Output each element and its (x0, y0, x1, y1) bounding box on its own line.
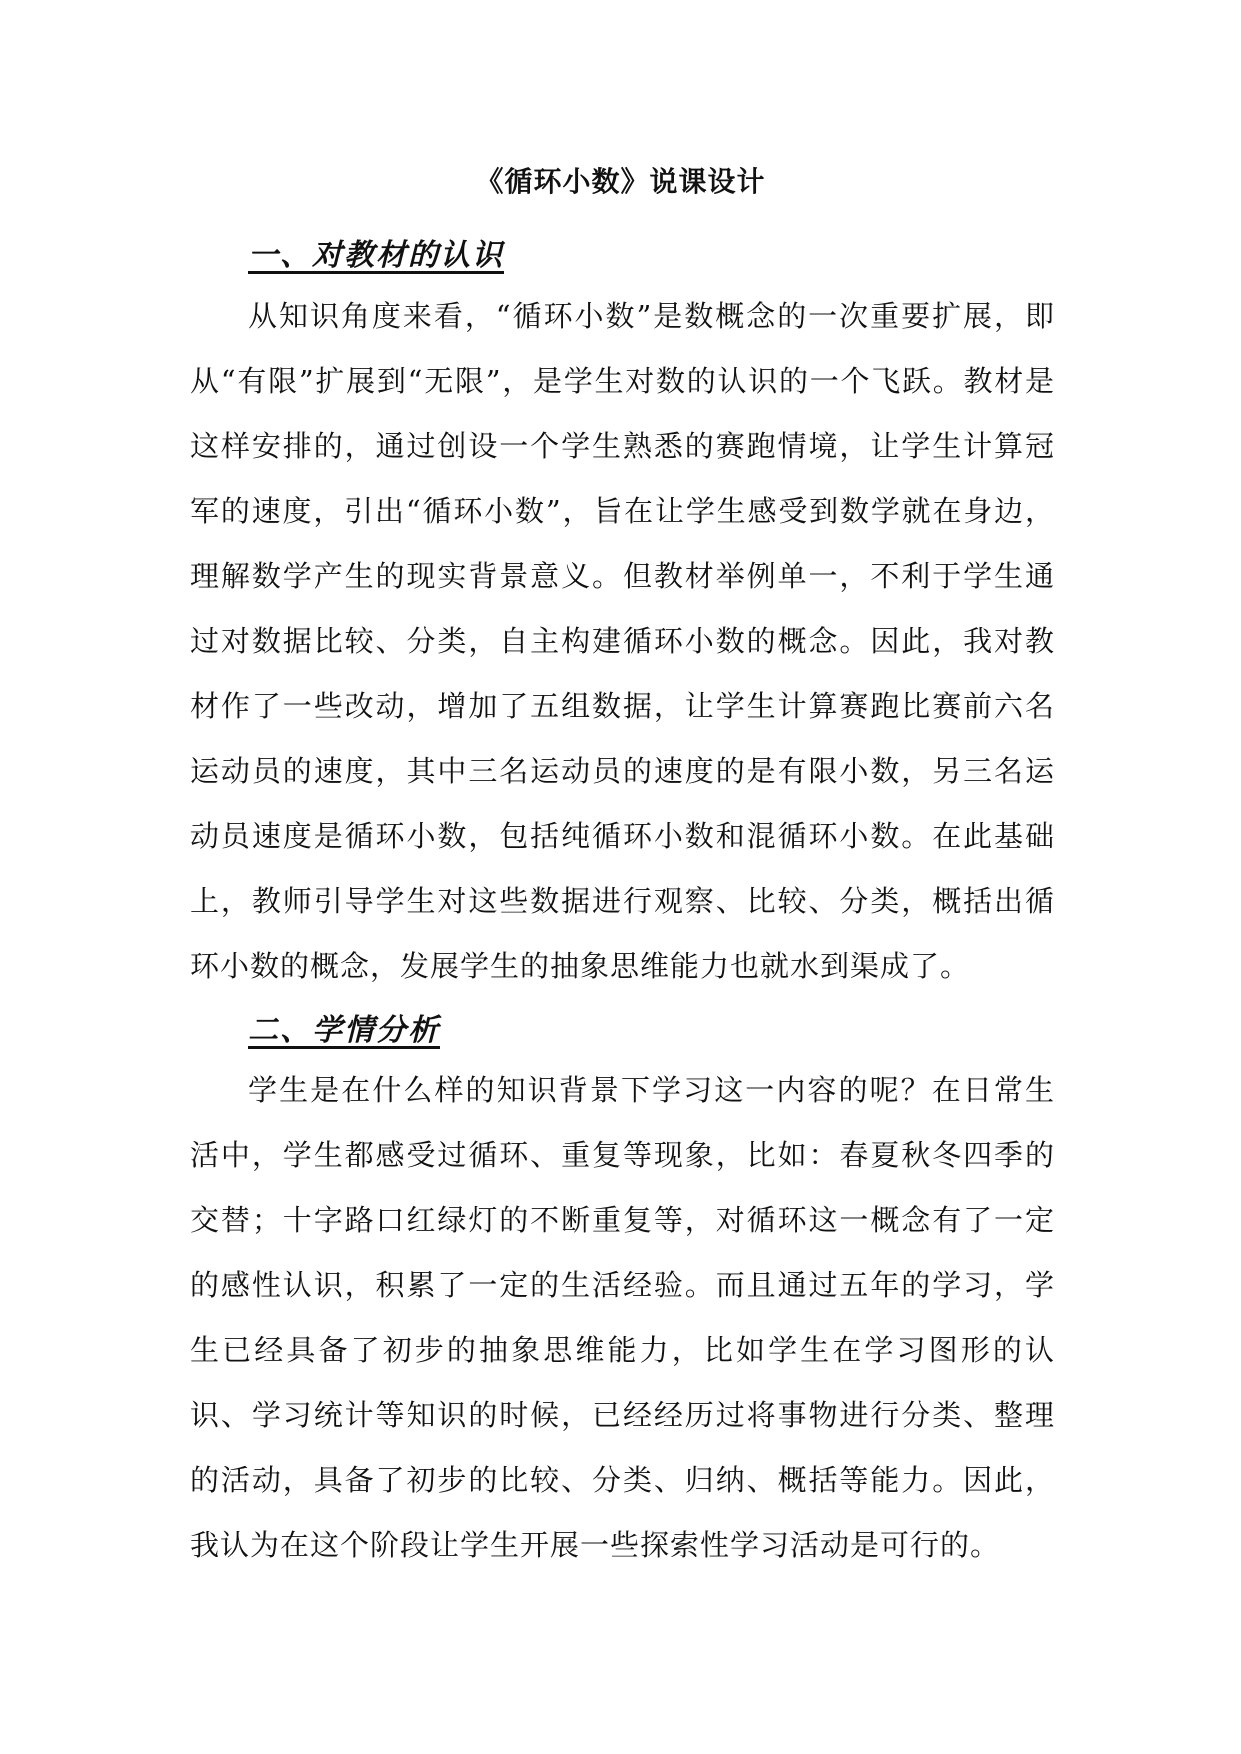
section-paragraph-textbook: 从知识角度来看，“循环小数”是数概念的一次重要扩展，即从“有限”扩展到“无限”，是学生对数的认识的一个飞跃。教材是这样安排的，通过创设一个学生熟悉的赛跑情境，让学生计算冠军的速度，引出“循环小数”，旨在让学生感受到数学就在身边，理解数学产生的现实背景意义。但教材举例单一，不利于学生通过对数据比较、分类，自主构建循环小数的概念。因此，我对教材作了一些改动，增加了五组数据，让学生计算赛跑比赛前六名运动员的速度，其中三名运动员的速度的是有限小数，另三名运动员速度是循环小数，包括纯循环小数和混循环小数。在此基础上，教师引导学生对这些数据进行观察、比较、分类，概括出循环小数的概念，发展学生的抽象思维能力也就水到渠成了。 (190, 299, 1055, 983)
section-heading-student-analysis: 二、学情分析 (248, 1013, 440, 1048)
section-heading-textbook: 一、对教材的认识 (248, 238, 504, 273)
document-title: 《循环小数》说课设计 (475, 165, 766, 198)
section-paragraph-student-analysis: 学生是在什么样的知识背景下学习这一内容的呢？在日常生活中，学生都感受过循环、重复等现象，比如：春夏秋冬四季的交替；十字路口红绿灯的不断重复等，对循环这一概念有了一定的感性认识，积累了一定的生活经验。而且通过五年的学习，学生已经具备了初步的抽象思维能力，比如学生在学习图形的认识、学习统计等知识的时候，已经经历过将事物进行分类、整理的活动，具备了初步的比较、分类、归纳、概括等能力。因此，我认为在这个阶段让学生开展一些探索性学习活动是可行的。 (190, 1073, 1055, 1562)
